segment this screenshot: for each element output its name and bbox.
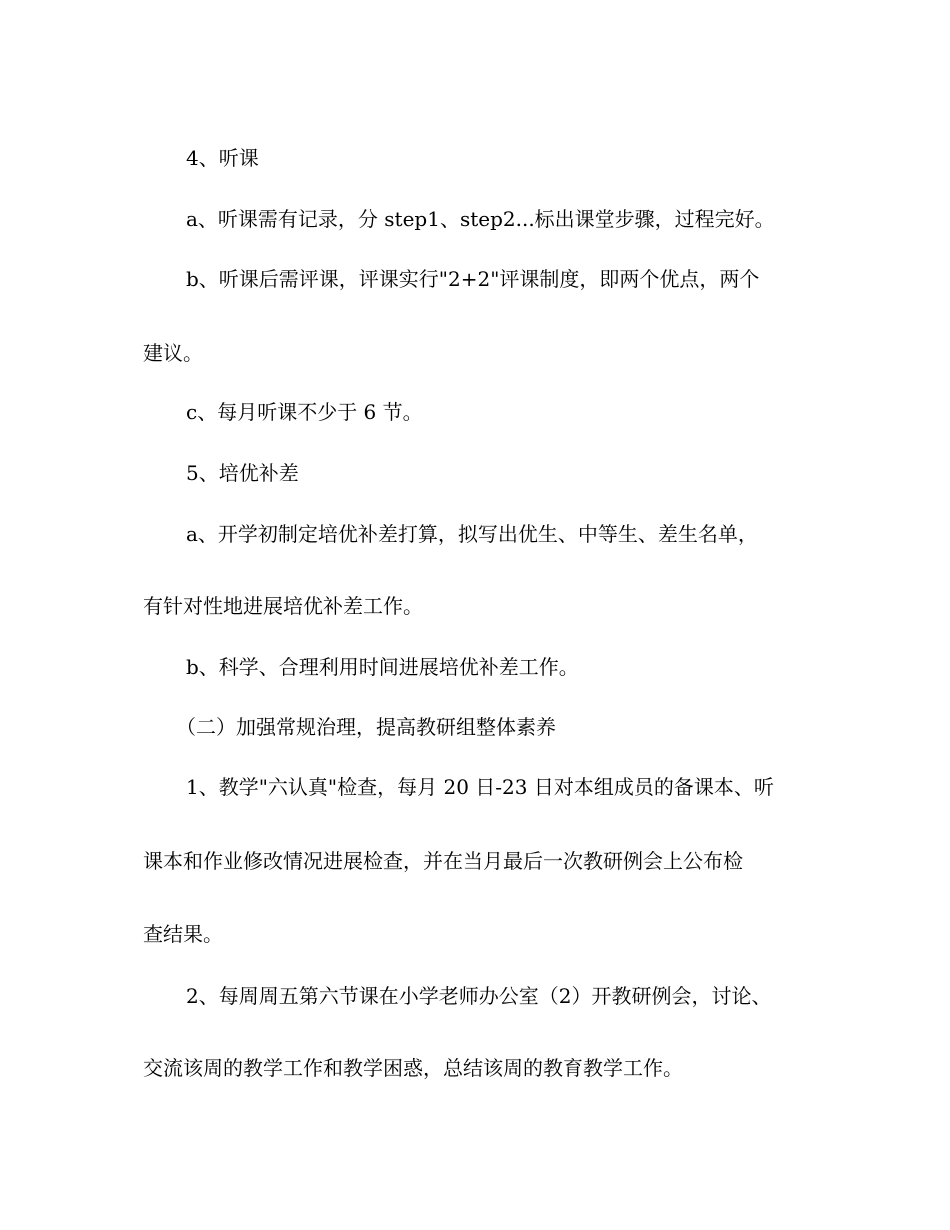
paragraph-line: a、开学初制定培优补差打算，拟写出优生、中等生、差生名单， bbox=[186, 522, 758, 546]
paragraph-line: 课本和作业修改情况进展检查，并在当月最后一次教研例会上公布检 bbox=[143, 849, 743, 873]
paragraph-line: 查结果。 bbox=[143, 922, 223, 946]
section-heading: （二）加强常规治理，提高教研组整体素养 bbox=[176, 715, 556, 739]
paragraph-line: 2、每周周五第六节课在小学老师办公室（2）开教研例会，讨论、 bbox=[186, 984, 772, 1008]
paragraph-line: c、每月听课不少于 6 节。 bbox=[186, 400, 423, 424]
paragraph-line: 建议。 bbox=[143, 341, 203, 365]
paragraph-line: 有针对性地进展培优补差工作。 bbox=[143, 594, 423, 618]
paragraph-line: b、听课后需评课，评课实行"2+2"评课制度，即两个优点，两个 bbox=[186, 267, 760, 291]
paragraph-line: b、科学、合理利用时间进展培优补差工作。 bbox=[186, 655, 579, 679]
paragraph-line: 1、教学"六认真"检查，每月 20 日-23 日对本组成员的备课本、听 bbox=[186, 775, 774, 799]
paragraph-line: 交流该周的教学工作和教学困惑，总结该周的教育教学工作。 bbox=[143, 1056, 683, 1080]
heading-tutoring: 5、培优补差 bbox=[186, 461, 299, 485]
heading-listening: 4、听课 bbox=[186, 146, 259, 170]
paragraph-line: a、听课需有记录，分 step1、step2...标出课堂步骤，过程完好。 bbox=[186, 207, 775, 231]
